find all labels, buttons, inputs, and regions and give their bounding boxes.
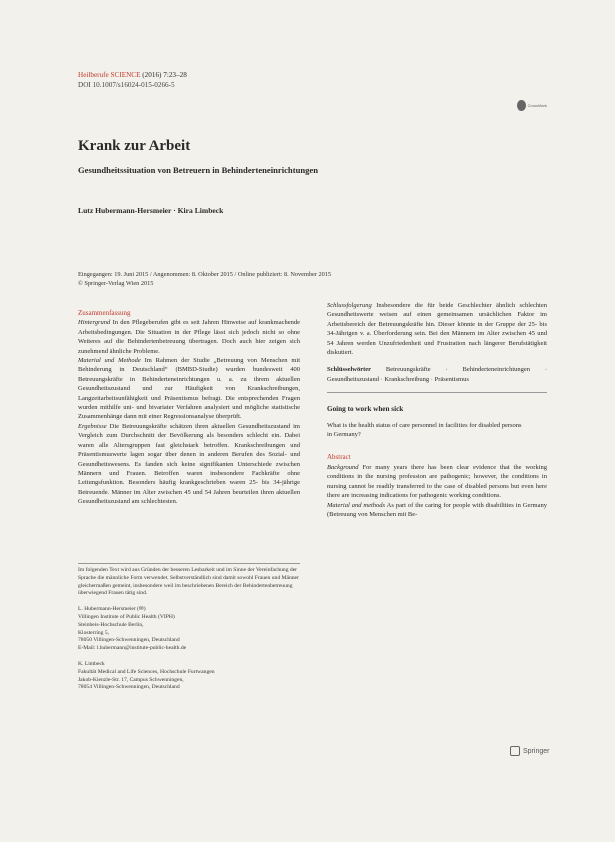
footnote-divider [78,563,300,564]
affil-line: Steinbeis-Hochschule Berlin, [78,621,144,628]
publisher-logo [510,746,549,756]
schluss-label: Schlussfolgerung [327,302,372,309]
schluss-text: Insbesondere die für beide Geschlechter ähnlich schlechten Gesundheitswerte weisen auf einen gemeinsamen ursächlichen Faktor im Arbeitsbereich der Betreuungskräfte hin. Dieser könnte in der Gruppe der 25- bis 34-Jährigen v. a. Überforderung sein. Bei den Männern im Alter zwischen 45 und 54 Jahren werden Unzufriedenheit und Frustration nach längerer Berufstätigkeit diskutiert. [327,302,547,357]
divider [327,392,547,393]
copyright-line: © Springer-Verlag Wien 2015 [78,280,154,287]
methods-paragraph [327,501,547,520]
springer-horse-icon [510,746,520,756]
abstract-right-column [327,301,547,519]
author2-affiliation [78,661,300,692]
keywords-text: Betreuungskräfte · Behinderteneinrichtungen · Gesundheitszustand · Krankschreibung · Präsentismus [327,366,548,383]
background-text: For many years there has been clear evidence that the working conditions in the nursing profession are pathogenic; however, the conditions in nursing cannot be readily transferred to the case of disabled persons but even here there are increasing indications for pathogenic working conditions. [327,463,547,500]
affil-line: L. Hubermann-Hersmeier (✉) [78,606,146,613]
affil-line: Villingen Institute of Public Health (VIPH) [78,613,175,620]
ergebnisse-label: Ergebnisse [78,422,107,430]
zusammenfassung-heading: Zusammenfassung [78,309,131,317]
english-title: Going to work when sick [327,405,404,414]
keywords-label: Schlüsselwörter [327,366,372,374]
ergebnisse-paragraph [78,422,300,507]
keywords-de [327,365,547,384]
author1-affiliation [78,606,300,653]
journal-volume: (2016) 7:23–28 [142,71,187,79]
hintergrund-paragraph [78,318,300,356]
background-label: Background [327,463,359,471]
affil-line: Klosterring 5, [78,629,110,636]
hintergrund-label: Hintergrund [78,319,111,327]
affil-line: 78054 Villingen-Schwenningen, Deutschland [78,684,180,691]
article-subtitle: Gesundheitssituation von Betreuern in Behinderteneinrichtungen [78,165,319,175]
background-paragraph [327,463,547,501]
doi-link[interactable]: DOI 10.1007/s16024-015-0266-5 [78,81,175,89]
affil-line: Fakultät Medical and Life Sciences, Hochschule Furtwangen [78,668,215,675]
footnote-area [78,563,300,692]
methods-label: Material and methods [327,501,386,509]
abstract-de-column [78,309,300,507]
methode-paragraph [78,356,300,422]
gender-note: Im folgenden Text wird aus Gründen der besseren Lesbarkeit und im Sinne der Vereinfachung der Sprache die männliche Form verwendet. Selbstverständlich sind damit sowohl Frauen und Männer gleichermaßen gemeint, insbesondere weil im beschriebenen Bereich der Behindertenbetreuung überwiegend Frauen tätig sind. [78,567,299,597]
journal-header [78,70,187,90]
journal-name: Heilberufe SCIENCE [78,71,141,79]
publication-dates [78,270,538,288]
english-subtitle: What is the health status of care personnel in facilities for disabled persons in Germany? [327,421,522,439]
affil-line: 78050 Villingen-Schwenningen, Deutschland [78,637,180,644]
abstract-heading: Abstract [327,453,351,462]
schluss-paragraph [327,301,547,357]
publisher-name: Springer [523,747,550,755]
affil-line: K. Limbeck [78,660,105,667]
methode-label: Material und Methode [78,357,141,365]
methods-text: As part of the caring for people with disabilities in Germany (Betreuung von Menschen mit Be- [327,501,547,518]
crossmark-icon [517,100,526,111]
author-email-link[interactable]: E-Mail: l.hubermann@institute-public-health.de [78,645,187,652]
methode-text: Im Rahmen der Studie „Betreuung von Menschen mit Behinderung in Deutschland“ (BMBD-Studie) wurden bundesweit 400 Betreuungskräfte in Behinderteneinrichtungen u. a. zu ihrem aktuellen Gesundheitszustand und zur Häufigkeit von Krankschreibungen, Langzeitarbeitsunfähigkeit und Präsentismus befragt. Die entsprechenden Fragen wurden mithilfe uni- und bivariater Verfahren analysiert und mögliche statistische Zusammenhänge dann mit einer Regressionsanalyse überprüft. [78,357,300,421]
received-dates: Eingegangen: 19. Juni 2015 / Angenommen: 8. Oktober 2015 / Online publiziert: 8. November 2015 [78,271,332,278]
hintergrund-text: In den Pflegeberufen gibt es seit Jahren Hinweise auf krankmachende Arbeitsbedingungen. Die Situation in der Pflege lässt sich jedoch nicht so ohne Weiteres auf die Behindertenbetreuung übertragen. Doch auch hier zeigen sich zunehmend ähnliche Probleme. [78,319,300,355]
crossmark-label: CrossMark [527,102,547,108]
article-title: Krank zur Arbeit [78,138,191,154]
affil-line: Jakob-Kienzle-Str. 17, Campus Schwenningen, [78,676,184,683]
crossmark-badge[interactable] [517,98,547,112]
article-authors: Lutz Hubermann-Hersmeier · Kira Limbeck [78,206,224,215]
ergebnisse-text: Die Betreuungskräfte schätzen ihren aktuellen Gesundheitszustand im Vergleich zum Durchschnitt der Bevölkerung als besonders schlecht ein. Dabei waren alle Altersgruppen fast gleichstark betroffen. Krankschreibungen und Präsentismuswerte lagen sogar über denen in anderen Berufen des Sozial- und Gesundheitswesens. Es fanden sich keine signifikanten Unterschiede zwischen Männern und Frauen. Betroffen waren insbesondere Fachkräfte ohne Leitungsfunktion. Besonders häufig krankgeschrieben waren 25- bis 34-jährige Betreuende. Männer im Alter zwischen 45 und 54 Jahren beurteilen ihren aktuellen Gesundheitszustand am schlechtesten. [78,422,300,506]
